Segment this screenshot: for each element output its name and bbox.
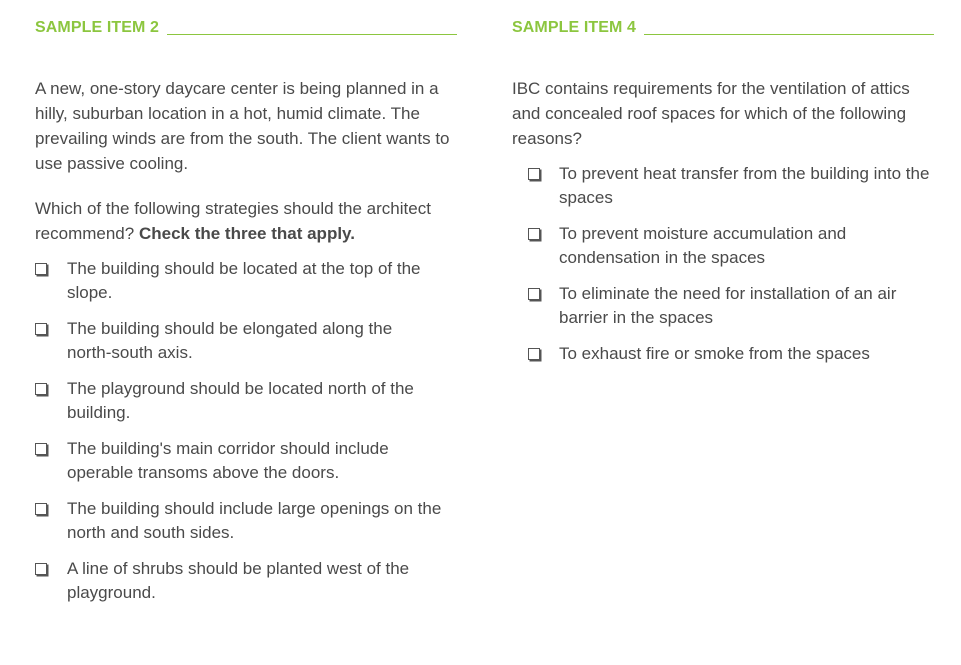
item-2-instruction: Check the three that apply. (138, 224, 355, 243)
item-4-heading-rule (644, 34, 934, 35)
item-2-question-text: Which of the following strategies should the architect recommend? (35, 199, 431, 243)
option-label: The building should be located at the top of the slope. (67, 259, 421, 302)
item-4-heading-row (512, 17, 934, 39)
option-label: To exhaust fire or smoke from the spaces (559, 344, 870, 363)
checkbox-icon[interactable] (528, 168, 540, 180)
item-2-heading-rule (167, 34, 457, 35)
option-label: A line of shrubs should be planted west of the playground. (67, 559, 410, 602)
checkbox-icon[interactable] (35, 383, 47, 395)
option-label: The building should be elongated along the north-south axis. (67, 319, 393, 362)
item-2-scenario: A new, one-story daycare center is being planned in a hilly, suburban location in a hot, humid climate. The prevailing winds are from the south. The client wants to use passive cooling. (35, 79, 450, 173)
checkbox-icon[interactable] (528, 228, 540, 240)
option-label: To prevent moisture accumulation and condensation in the spaces (559, 224, 847, 267)
item-4-question: IBC contains requirements for the ventilation of attics and concealed roof spaces for which of the following reasons? (512, 79, 910, 148)
checkbox-icon[interactable] (35, 563, 47, 575)
option-label: The building should include large openings on the north and south sides. (67, 499, 442, 542)
item-2-question (35, 196, 457, 246)
checkbox-icon[interactable] (35, 263, 47, 275)
checkbox-icon[interactable] (35, 443, 47, 455)
option-label: The building's main corridor should include operable transoms above the doors. (67, 439, 389, 482)
item-4-heading: SAMPLE ITEM 4 (512, 19, 636, 36)
checkbox-icon[interactable] (35, 503, 47, 515)
checkbox-icon[interactable] (528, 348, 540, 360)
option-label: The playground should be located north of the building. (67, 379, 414, 422)
item-2-heading-row (35, 17, 457, 39)
option-label: To eliminate the need for installation of an air barrier in the spaces (559, 284, 897, 327)
checkbox-icon[interactable] (35, 323, 47, 335)
checkbox-icon[interactable] (528, 288, 540, 300)
item-2-heading: SAMPLE ITEM 2 (35, 19, 159, 36)
option-label: To prevent heat transfer from the building into the spaces (559, 164, 930, 207)
